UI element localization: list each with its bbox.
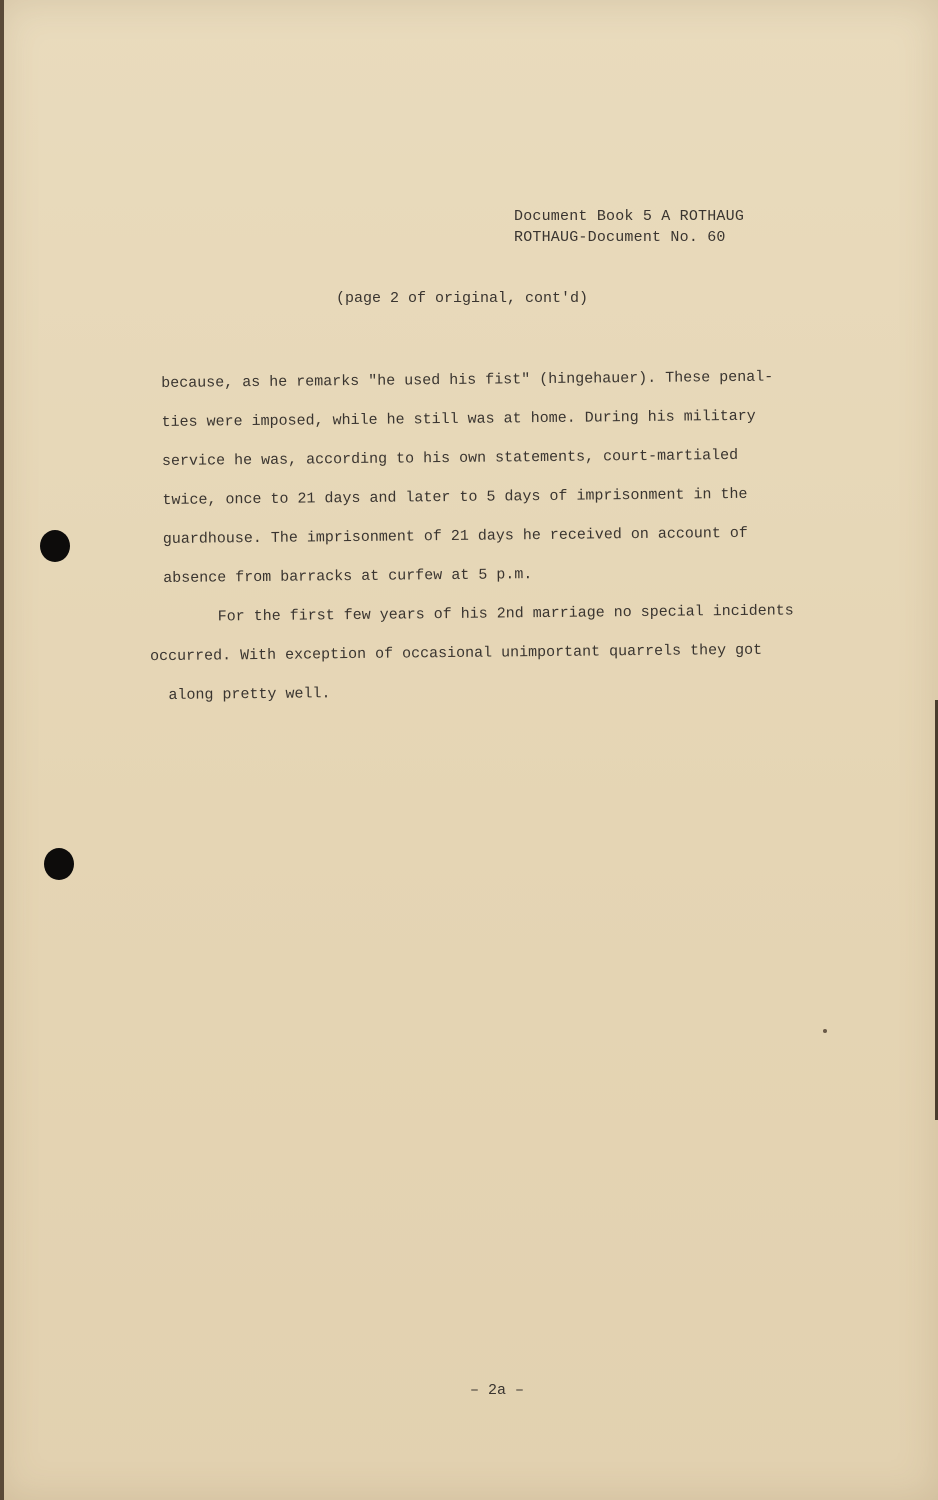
header-line-book: Document Book 5 A ROTHAUG (514, 208, 745, 225)
page-number: – 2a – (470, 1382, 525, 1399)
body-line: occurred. With exception of occasional unimportant quarrels they got (149, 641, 763, 666)
document-header (514, 206, 744, 248)
page-left-edge (0, 0, 4, 1500)
body-line: twice, once to 21 days and later to 5 days of imprisonment in the (162, 485, 748, 509)
body-line: absence from barracks at curfew at 5 p.m. (163, 566, 533, 587)
body-line: guardhouse. The imprisonment of 21 days he received on account of (162, 524, 749, 548)
body-line: For the first few years of his 2nd marriage no special incidents (217, 602, 794, 626)
body-text (149, 357, 855, 715)
paper-speck (823, 1029, 827, 1033)
body-line: ties were imposed, while he still was at home. During his military (161, 407, 756, 431)
page-subheading: (page 2 of original, cont'd) (336, 290, 589, 307)
punch-hole (40, 530, 70, 562)
body-line: service he was, according to his own statements, court-martialed (161, 446, 739, 470)
header-line-document-number: ROTHAUG-Document No. 60 (514, 229, 726, 246)
punch-hole (44, 848, 74, 880)
body-line: because, as he remarks "he used his fist" (hingehauer). These penal- (161, 368, 774, 392)
body-line: along pretty well. (168, 685, 331, 704)
